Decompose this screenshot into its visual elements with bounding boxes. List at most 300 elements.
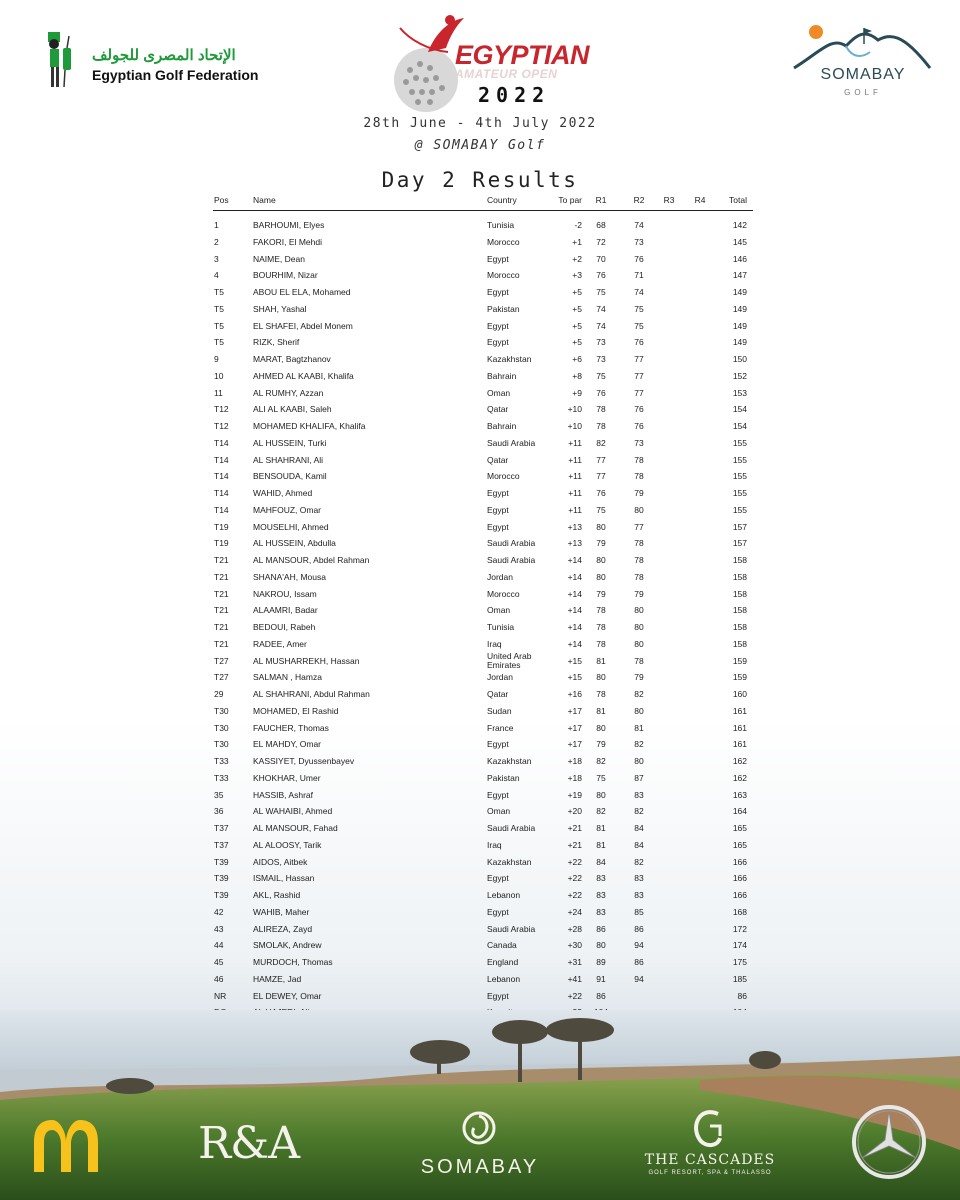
- cell-country: Oman: [487, 605, 511, 616]
- cell-country: Egypt: [487, 906, 509, 917]
- table-row: [213, 971, 753, 988]
- cell-pos: T14: [214, 454, 229, 465]
- cell-r2: 81: [634, 722, 644, 733]
- cell-total: 164: [732, 806, 747, 817]
- cell-topar: +31: [567, 957, 582, 967]
- cell-topar: +14: [567, 622, 582, 632]
- cell-r1: 81: [596, 823, 606, 833]
- cell-r2: 80: [634, 605, 644, 616]
- cell-name: AHMED AL KAABI, Khalifa: [253, 370, 354, 381]
- cell-r1: 75: [596, 287, 606, 297]
- cell-name: BEDOUI, Rabeh: [253, 622, 316, 632]
- cell-total: 172: [732, 923, 747, 934]
- cell-total: 149: [732, 320, 747, 331]
- header-r2: R2: [633, 195, 645, 205]
- event-subtitle: AMATEUR OPEN: [455, 67, 558, 81]
- cell-r2: 71: [634, 270, 644, 281]
- cell-name: RADEE, Amer: [253, 638, 307, 649]
- cell-r1: 72: [596, 236, 606, 247]
- cell-r2: 76: [634, 253, 644, 264]
- cell-r2: 80: [634, 638, 644, 649]
- cell-r2: 76: [634, 421, 644, 431]
- table-row: [213, 820, 753, 837]
- cell-name: AL WAHAIBI, Ahmed: [253, 806, 333, 817]
- cell-country: Egypt: [487, 253, 509, 264]
- table-row: [213, 385, 753, 402]
- cell-r2: 77: [634, 354, 644, 364]
- cell-r1: 76: [596, 387, 606, 398]
- cell-r2: 84: [634, 823, 644, 833]
- cell-topar: +22: [567, 890, 582, 900]
- cell-r1: 84: [596, 856, 606, 867]
- pharaoh-golfer-icon: [36, 30, 76, 90]
- cell-total: 166: [732, 856, 747, 867]
- cell-country: Morocco: [487, 588, 520, 599]
- table-row: [213, 368, 753, 385]
- cell-country: Lebanon: [487, 890, 521, 900]
- table-row: [213, 552, 753, 569]
- cell-r1: 75: [596, 504, 606, 515]
- cell-r2: 78: [634, 555, 644, 565]
- cell-country: United Arab Emirates: [487, 650, 532, 670]
- cell-country: Lebanon: [487, 973, 521, 984]
- cell-r1: 80: [596, 672, 606, 683]
- cell-topar: +11: [568, 471, 582, 482]
- cell-topar: +13: [567, 538, 582, 549]
- cell-pos: 35: [214, 789, 224, 800]
- cell-pos: T30: [214, 739, 229, 750]
- cell-topar: +11: [568, 504, 582, 515]
- table-row: [213, 284, 753, 301]
- ra-logo: R&A: [198, 1118, 300, 1169]
- cell-r2: 94: [634, 973, 644, 984]
- cell-pos: T14: [214, 488, 229, 498]
- cell-r1: 82: [596, 756, 606, 766]
- cell-r1: 89: [596, 957, 606, 967]
- cell-pos: T19: [214, 538, 229, 549]
- cell-name: HASSIB, Ashraf: [253, 789, 313, 800]
- cell-topar: +28: [567, 923, 582, 934]
- cell-r2: 79: [634, 672, 644, 683]
- cell-r2: 74: [634, 220, 644, 230]
- cell-total: 165: [732, 823, 747, 833]
- cell-name: WAHIB, Maher: [253, 906, 310, 917]
- cell-topar: +19: [567, 789, 582, 800]
- cell-topar: +16: [567, 689, 582, 699]
- cell-pos: NR: [214, 990, 227, 1001]
- cell-topar: +10: [567, 404, 582, 415]
- cell-name: BARHOUMI, Elyes: [253, 220, 325, 230]
- cell-pos: 10: [214, 370, 224, 381]
- table-row: [213, 535, 753, 552]
- cell-r2: 80: [634, 705, 644, 716]
- cell-pos: T33: [214, 772, 229, 783]
- cell-total: 155: [732, 504, 747, 515]
- cell-country: Bahrain: [487, 421, 517, 431]
- cell-name: ALAAMRI, Badar: [253, 605, 318, 616]
- table-header: [213, 194, 753, 211]
- cell-pos: T21: [214, 605, 229, 616]
- cell-r1: 83: [596, 873, 606, 884]
- cell-r1: 79: [596, 538, 606, 549]
- cell-total: 168: [732, 906, 747, 917]
- cell-r2: 73: [634, 236, 644, 247]
- cell-topar: +13: [567, 521, 582, 532]
- cell-country: Kazakhstan: [487, 856, 532, 867]
- cell-total: 149: [732, 337, 747, 348]
- cell-topar: +5: [572, 287, 582, 297]
- cell-total: 158: [732, 588, 747, 599]
- cell-name: AL SHAHRANI, Ali: [253, 454, 324, 465]
- table-row: [213, 954, 753, 971]
- cell-r2: 78: [634, 471, 644, 482]
- cascades-sponsor-subtitle: GOLF RESORT, SPA & THALASSO: [648, 1170, 772, 1176]
- cell-country: Morocco: [487, 471, 520, 482]
- table-row: [213, 452, 753, 469]
- cell-pos: T27: [214, 655, 229, 666]
- cell-r2: 82: [634, 689, 644, 699]
- cell-name: MOUSELHI, Ahmed: [253, 521, 329, 532]
- cell-r1: 80: [596, 789, 606, 800]
- federation-name: Egyptian Golf Federation: [92, 67, 259, 83]
- cell-r1: 80: [596, 722, 606, 733]
- cell-total: 155: [732, 488, 747, 498]
- cell-pos: T30: [214, 722, 229, 733]
- header-name: Name: [253, 195, 276, 205]
- cell-r2: 83: [634, 789, 644, 800]
- cell-r2: 94: [634, 940, 644, 951]
- cell-total: 165: [732, 839, 747, 850]
- cell-name: KHOKHAR, Umer: [253, 772, 321, 783]
- cell-topar: +5: [572, 337, 582, 348]
- cell-r1: 78: [596, 421, 606, 431]
- table-row: [213, 870, 753, 887]
- cell-name: WAHID, Ahmed: [253, 488, 313, 498]
- cell-name: SALMAN , Hamza: [253, 672, 322, 683]
- cell-r1: 91: [596, 973, 606, 984]
- cell-country: Iraq: [487, 839, 502, 850]
- cell-total: 159: [732, 672, 747, 683]
- cell-r2: 76: [634, 404, 644, 415]
- cell-country: Egypt: [487, 287, 509, 297]
- cell-country: Morocco: [487, 236, 520, 247]
- table-row: [213, 519, 753, 536]
- cell-pos: T27: [214, 672, 229, 683]
- header-country: Country: [487, 195, 517, 205]
- table-row: [213, 921, 753, 938]
- cell-r1: 78: [596, 404, 606, 415]
- cell-total: 150: [732, 354, 747, 364]
- cell-name: HAMZE, Jad: [253, 973, 302, 984]
- cell-topar: +17: [567, 705, 582, 716]
- cell-topar: +11: [568, 454, 582, 465]
- cell-country: Pakistan: [487, 303, 520, 314]
- table-row: [213, 485, 753, 502]
- cell-r1: 76: [596, 270, 606, 281]
- cell-name: EL DEWEY, Omar: [253, 990, 322, 1001]
- cell-r2: 80: [634, 622, 644, 632]
- table-row: [213, 854, 753, 871]
- cell-total: 154: [732, 421, 747, 431]
- table-row: [213, 669, 753, 686]
- cell-name: SHAH, Yashal: [253, 303, 307, 314]
- cell-r2: 85: [634, 906, 644, 917]
- somabay-logo-subtext: GOLF: [844, 88, 882, 97]
- cell-country: France: [487, 722, 514, 733]
- table-row: [213, 753, 753, 770]
- cell-name: AL MANSOUR, Fahad: [253, 823, 338, 833]
- cell-topar: +2: [572, 253, 582, 264]
- cell-pos: T12: [214, 404, 229, 415]
- table-row: [213, 569, 753, 586]
- cell-name: BENSOUDA, Kamil: [253, 471, 327, 482]
- cell-total: 86: [737, 990, 747, 1001]
- cell-r1: 80: [596, 571, 606, 582]
- cell-pos: T39: [214, 890, 229, 900]
- cell-r1: 82: [596, 437, 606, 448]
- table-row: [213, 318, 753, 335]
- cell-total: 158: [732, 605, 747, 616]
- cell-r1: 86: [596, 923, 606, 934]
- cell-pos: T21: [214, 555, 229, 565]
- somabay-shell-icon: [462, 1108, 496, 1148]
- cell-r2: 86: [634, 957, 644, 967]
- cell-total: 174: [732, 940, 747, 951]
- table-row: [213, 301, 753, 318]
- cell-total: 175: [732, 957, 747, 967]
- cell-total: 162: [732, 772, 747, 783]
- cell-total: 163: [732, 789, 747, 800]
- cell-name: KASSIYET, Dyussenbayev: [253, 756, 355, 766]
- cell-topar: +14: [567, 588, 582, 599]
- cell-name: MURDOCH, Thomas: [253, 957, 333, 967]
- cell-r2: 83: [634, 873, 644, 884]
- cell-topar: +17: [567, 722, 582, 733]
- table-row: [213, 650, 753, 670]
- cell-total: 166: [732, 873, 747, 884]
- cell-total: 154: [732, 404, 747, 415]
- cell-country: Oman: [487, 387, 511, 398]
- cell-name: AL MUSHARREKH, Hassan: [253, 655, 360, 666]
- table-row: [213, 234, 753, 251]
- mercedes-star-icon: [850, 1103, 928, 1181]
- cell-r2: 76: [634, 337, 644, 348]
- cell-name: AL HUSSEIN, Turki: [253, 437, 327, 448]
- cell-country: Egypt: [487, 337, 509, 348]
- cell-country: Bahrain: [487, 370, 517, 381]
- cell-r1: 74: [596, 320, 606, 331]
- cell-r2: 79: [634, 488, 644, 498]
- cell-country: Kazakhstan: [487, 354, 532, 364]
- cell-pos: T37: [214, 839, 229, 850]
- cell-country: Saudi Arabia: [487, 538, 536, 549]
- cell-name: ISMAIL, Hassan: [253, 873, 315, 884]
- cascades-emblem-icon: [690, 1106, 726, 1152]
- cell-topar: +5: [572, 320, 582, 331]
- table-row: [213, 217, 753, 234]
- cell-pos: T14: [214, 437, 229, 448]
- cell-r2: 79: [634, 588, 644, 599]
- cell-r2: 75: [634, 320, 644, 331]
- cell-total: 158: [732, 622, 747, 632]
- cell-pos: T37: [214, 823, 229, 833]
- cell-r2: 82: [634, 856, 644, 867]
- table-row: [213, 770, 753, 787]
- cell-pos: 46: [214, 973, 224, 984]
- cell-pos: T39: [214, 873, 229, 884]
- cell-r1: 78: [596, 605, 606, 616]
- cell-total: 161: [732, 722, 747, 733]
- cell-r2: 77: [634, 370, 644, 381]
- results-table: [213, 194, 753, 1021]
- table-row: [213, 736, 753, 753]
- header-pos: Pos: [214, 195, 229, 205]
- cell-r2: 78: [634, 454, 644, 465]
- table-row: [213, 334, 753, 351]
- cell-r2: 80: [634, 756, 644, 766]
- cell-r1: 79: [596, 588, 606, 599]
- event-venue: @ SOMABAY Golf: [414, 138, 546, 153]
- cell-r1: 73: [596, 354, 606, 364]
- cell-country: Egypt: [487, 789, 509, 800]
- cell-country: Saudi Arabia: [487, 923, 536, 934]
- cell-name: AL ALOOSY, Tarik: [253, 839, 322, 850]
- cell-r2: 83: [634, 890, 644, 900]
- cell-topar: +6: [572, 354, 582, 364]
- cell-total: 162: [732, 756, 747, 766]
- cell-pos: 11: [214, 387, 223, 398]
- cell-pos: 43: [214, 923, 224, 934]
- cell-r2: 78: [634, 571, 644, 582]
- table-row: [213, 619, 753, 636]
- cell-r2: 84: [634, 839, 644, 850]
- cell-pos: 42: [214, 906, 224, 917]
- cell-pos: 29: [214, 689, 224, 699]
- cell-pos: T5: [214, 320, 224, 331]
- cell-pos: 2: [214, 236, 219, 247]
- cell-topar: +8: [572, 370, 582, 381]
- cell-r2: 82: [634, 739, 644, 750]
- cell-topar: +3: [572, 270, 582, 281]
- cell-name: AIDOS, Aitbek: [253, 856, 308, 867]
- cell-topar: +10: [567, 421, 582, 431]
- cell-total: 142: [732, 220, 747, 230]
- table-row: [213, 502, 753, 519]
- cell-country: Canada: [487, 940, 517, 951]
- cell-pos: T30: [214, 705, 229, 716]
- cell-name: MARAT, Bagtzhanov: [253, 354, 331, 364]
- cell-topar: +20: [567, 806, 582, 817]
- table-row: [213, 887, 753, 904]
- cell-r2: 75: [634, 303, 644, 314]
- cell-r1: 75: [596, 370, 606, 381]
- cell-pos: 9: [214, 354, 219, 364]
- cell-topar: +14: [567, 638, 582, 649]
- cell-topar: -2: [574, 220, 582, 230]
- cell-topar: +41: [567, 973, 582, 984]
- cell-total: 160: [732, 689, 747, 699]
- cell-country: Jordan: [487, 672, 513, 683]
- table-row: [213, 686, 753, 703]
- cell-country: Saudi Arabia: [487, 437, 536, 448]
- cell-pos: 45: [214, 957, 224, 967]
- cell-topar: +1: [572, 236, 582, 247]
- cell-country: Saudi Arabia: [487, 555, 536, 565]
- cell-pos: T39: [214, 856, 229, 867]
- cell-total: 149: [732, 303, 747, 314]
- cell-r1: 78: [596, 638, 606, 649]
- header-topar: To par: [558, 195, 582, 205]
- cell-pos: T12: [214, 421, 229, 431]
- cell-name: ABOU EL ELA, Mohamed: [253, 287, 351, 297]
- cell-country: Iraq: [487, 638, 502, 649]
- cell-topar: +14: [567, 605, 582, 616]
- event-dates: 28th June - 4th July 2022: [363, 116, 597, 131]
- table-row: [213, 636, 753, 653]
- cell-r1: 81: [596, 705, 606, 716]
- cell-country: Pakistan: [487, 772, 520, 783]
- cell-topar: +9: [572, 387, 582, 398]
- cell-r1: 83: [596, 890, 606, 900]
- cell-total: 158: [732, 555, 747, 565]
- cell-name: MOHAMED KHALIFA, Khalifa: [253, 421, 366, 431]
- table-row: [213, 937, 753, 954]
- cell-topar: +21: [567, 839, 582, 850]
- cell-total: 152: [732, 370, 747, 381]
- cell-total: 161: [732, 739, 747, 750]
- cell-total: 149: [732, 287, 747, 297]
- cell-r1: 81: [596, 655, 606, 666]
- cell-topar: +18: [567, 756, 582, 766]
- cell-topar: +11: [568, 437, 582, 448]
- cell-r2: 82: [634, 806, 644, 817]
- cell-total: 155: [732, 437, 747, 448]
- cell-r1: 80: [596, 521, 606, 532]
- table-row: [213, 401, 753, 418]
- cell-r1: 78: [596, 622, 606, 632]
- cell-r2: 78: [634, 538, 644, 549]
- cell-r2: 77: [634, 387, 644, 398]
- cell-country: Qatar: [487, 689, 509, 699]
- cell-pos: T14: [214, 471, 229, 482]
- cell-country: Egypt: [487, 990, 509, 1001]
- table-row: [213, 251, 753, 268]
- cell-topar: +15: [567, 655, 582, 666]
- cell-total: 153: [732, 387, 747, 398]
- table-row: [213, 586, 753, 603]
- cell-total: 145: [732, 236, 747, 247]
- cell-total: 147: [732, 270, 747, 281]
- cell-r1: 79: [596, 739, 606, 750]
- cell-name: RIZK, Sherif: [253, 337, 300, 348]
- cell-name: EL SHAFEI, Abdel Monem: [253, 320, 353, 331]
- cell-total: 155: [732, 454, 747, 465]
- cell-pos: 3: [214, 253, 219, 264]
- cell-r1: 80: [596, 940, 606, 951]
- cell-r2: 73: [634, 437, 644, 448]
- cell-total: 161: [732, 705, 747, 716]
- header-r1: R1: [595, 195, 607, 205]
- cell-pos: T33: [214, 756, 229, 766]
- cell-name: FAKORI, El Mehdi: [253, 236, 322, 247]
- table-row: [213, 418, 753, 435]
- cell-r1: 70: [596, 253, 606, 264]
- cell-topar: +11: [568, 488, 582, 498]
- cell-total: 158: [732, 638, 747, 649]
- cell-topar: +30: [567, 940, 582, 951]
- table-row: [213, 703, 753, 720]
- cell-country: Egypt: [487, 488, 509, 498]
